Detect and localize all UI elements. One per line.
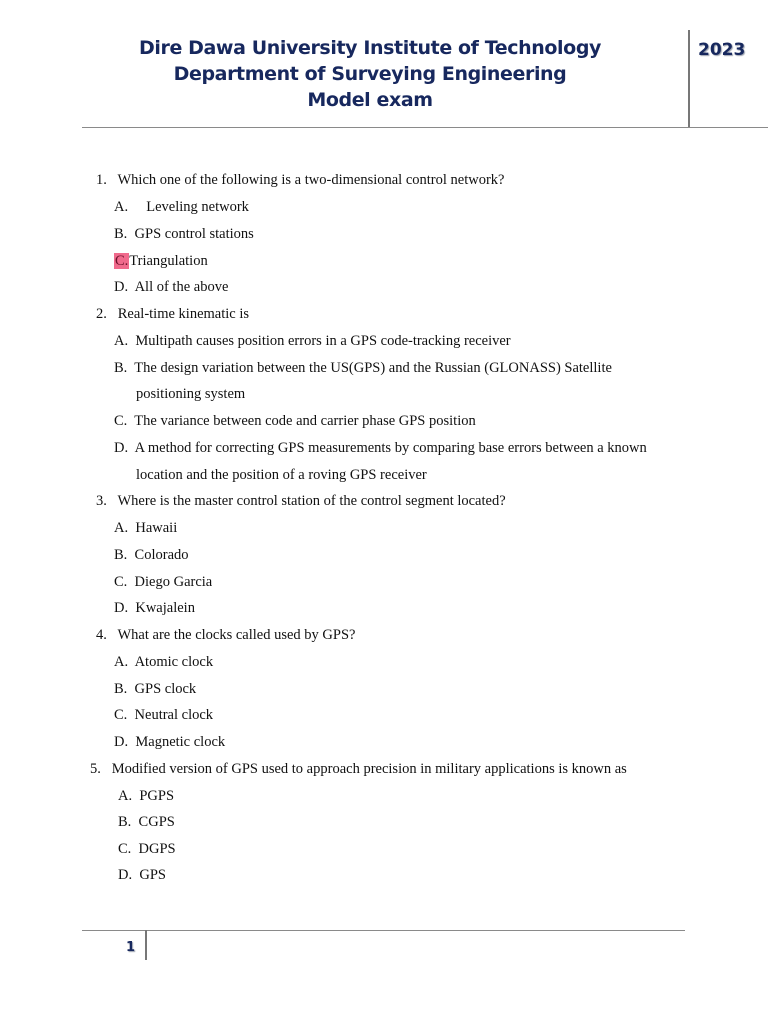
option-text: Hawaii <box>135 520 178 536</box>
answer-highlight: C. <box>115 253 129 269</box>
question-3 <box>96 491 506 511</box>
option-2b-continuation: positioning system <box>136 386 246 402</box>
option-text: Kwajalein <box>135 600 195 616</box>
option-2a <box>114 331 511 351</box>
question-text: Modified version of GPS used to approach precision in military applications is known as <box>111 761 627 777</box>
option-2b <box>114 358 612 378</box>
option-letter: D. <box>114 600 129 616</box>
option-2c <box>114 411 476 431</box>
option-1a <box>114 197 249 217</box>
question-number: 1. <box>96 172 107 188</box>
option-letter: A. <box>118 788 133 804</box>
option-5b <box>118 812 175 832</box>
option-text: Leveling network <box>146 199 249 215</box>
option-letter: D. <box>114 440 129 456</box>
option-letter: D. <box>118 867 133 883</box>
option-text: All of the above <box>134 279 229 295</box>
question-text: Which one of the following is a two-dimensional control network? <box>117 172 505 188</box>
option-5a <box>118 786 174 806</box>
option-text: A method for correcting GPS measurements by comparing base errors between a known <box>134 440 647 456</box>
question-4 <box>96 625 355 645</box>
option-4b <box>114 679 196 699</box>
option-letter: A. <box>114 654 129 670</box>
option-text: Atomic clock <box>134 654 214 670</box>
option-5c <box>118 839 176 859</box>
option-4a <box>114 652 213 672</box>
option-letter: B. <box>118 814 132 830</box>
option-text: Diego Garcia <box>134 574 213 590</box>
header-title-line-2: Department of Surveying Engineering <box>173 63 567 85</box>
option-text: GPS clock <box>134 681 197 697</box>
option-letter: A. <box>114 520 129 536</box>
option-letter: D. <box>114 734 129 750</box>
option-text: The design variation between the US(GPS) and the Russian (GLONASS) Satellite <box>134 360 612 376</box>
option-text: DGPS <box>138 841 176 857</box>
header-vertical-rule <box>688 30 690 128</box>
option-1d <box>114 277 228 297</box>
header-title-line-1: Dire Dawa University Institute of Technology <box>138 37 602 59</box>
header-title-line-3: Model exam <box>307 89 433 111</box>
option-5d <box>118 865 166 885</box>
option-text: CGPS <box>138 814 175 830</box>
question-5 <box>90 759 627 779</box>
option-letter: A. <box>114 199 129 215</box>
option-text: Triangulation <box>129 253 208 269</box>
option-letter: D. <box>114 279 129 295</box>
footer-vertical-rule <box>145 930 147 960</box>
option-letter: C. <box>114 574 128 590</box>
option-text: Magnetic clock <box>135 734 226 750</box>
option-3d <box>114 598 195 618</box>
option-letter: B. <box>114 226 128 242</box>
option-letter: B. <box>114 360 128 376</box>
option-1b <box>114 224 254 244</box>
question-number: 2. <box>96 306 107 322</box>
question-text: Real-time kinematic is <box>117 306 250 322</box>
option-letter: C. <box>118 841 132 857</box>
footer-horizontal-rule <box>82 930 685 931</box>
option-text: Colorado <box>134 547 189 563</box>
question-number: 3. <box>96 493 107 509</box>
header-year: 2023 <box>698 40 746 60</box>
option-4d <box>114 732 225 752</box>
option-text: Multipath causes position errors in a GPS code-tracking receiver <box>135 333 511 349</box>
option-text: Neutral clock <box>134 707 214 723</box>
option-text: GPS <box>139 867 166 883</box>
option-4c <box>114 705 213 725</box>
option-letter: A. <box>114 333 129 349</box>
option-2d-continuation: location and the position of a roving GPS receiver <box>136 467 427 483</box>
question-text: What are the clocks called used by GPS? <box>117 627 356 643</box>
option-letter: C. <box>114 413 128 429</box>
question-2 <box>96 304 249 324</box>
option-text: GPS control stations <box>134 226 254 242</box>
page-number: 1 <box>126 940 136 955</box>
option-letter: C. <box>114 707 128 723</box>
header-horizontal-rule <box>82 127 768 128</box>
option-text: The variance between code and carrier phase GPS position <box>134 413 476 429</box>
question-number: 4. <box>96 627 107 643</box>
option-3a <box>114 518 177 538</box>
question-text: Where is the master control station of the control segment located? <box>117 493 506 509</box>
option-1c <box>114 251 208 271</box>
option-2d <box>114 438 647 458</box>
option-3b <box>114 545 189 565</box>
option-letter: B. <box>114 681 128 697</box>
question-number: 5. <box>90 761 101 777</box>
option-text: PGPS <box>139 788 175 804</box>
option-3c <box>114 572 212 592</box>
question-1 <box>96 170 504 190</box>
option-letter: B. <box>114 547 128 563</box>
